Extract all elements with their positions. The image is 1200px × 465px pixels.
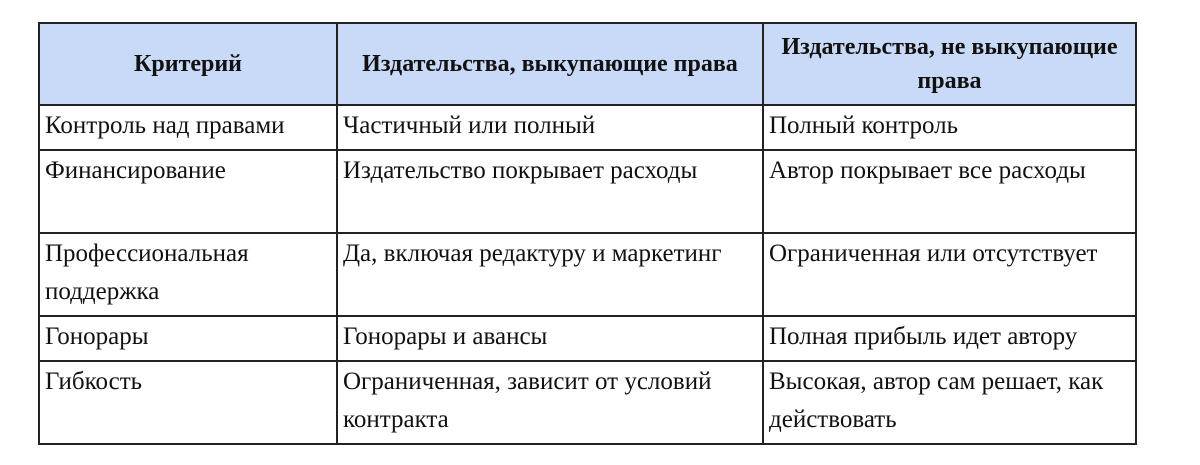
not-buying-rights-cell: Полный контроль xyxy=(763,105,1136,150)
not-buying-rights-cell: Автор покрывает все расходы xyxy=(763,150,1136,233)
table-row xyxy=(39,105,1136,150)
buying-rights-cell: Частичный или полный xyxy=(337,105,763,150)
buying-rights-cell: Ограниченная, зависит от условий контракта xyxy=(337,361,763,444)
criterion-cell: Финансирование xyxy=(39,150,337,233)
table-row xyxy=(39,233,1136,316)
criterion-cell: Профессиональная поддержка xyxy=(39,233,337,316)
not-buying-rights-cell: Ограниченная или отсутствует xyxy=(763,233,1136,316)
buying-rights-cell: Издательство покрывает расходы xyxy=(337,150,763,233)
table-row xyxy=(39,150,1136,233)
not-buying-rights-cell: Высокая, автор сам решает, как действовать xyxy=(763,361,1136,444)
comparison-table xyxy=(38,22,1137,445)
criterion-cell: Гонорары xyxy=(39,316,337,361)
table-body xyxy=(39,105,1136,444)
criterion-cell: Гибкость xyxy=(39,361,337,444)
not-buying-rights-cell: Полная прибыль идет автору xyxy=(763,316,1136,361)
header-row xyxy=(39,23,1136,105)
header-buying-rights: Издательства, выкупающие права xyxy=(337,23,763,105)
table-row xyxy=(39,361,1136,444)
buying-rights-cell: Да, включая редактуру и маркетинг xyxy=(337,233,763,316)
buying-rights-cell: Гонорары и авансы xyxy=(337,316,763,361)
header-criterion: Критерий xyxy=(39,23,337,105)
table-header xyxy=(39,23,1136,105)
table-row xyxy=(39,316,1136,361)
criterion-cell: Контроль над правами xyxy=(39,105,337,150)
header-not-buying-rights: Издательства, не выкупающие права xyxy=(763,23,1136,105)
